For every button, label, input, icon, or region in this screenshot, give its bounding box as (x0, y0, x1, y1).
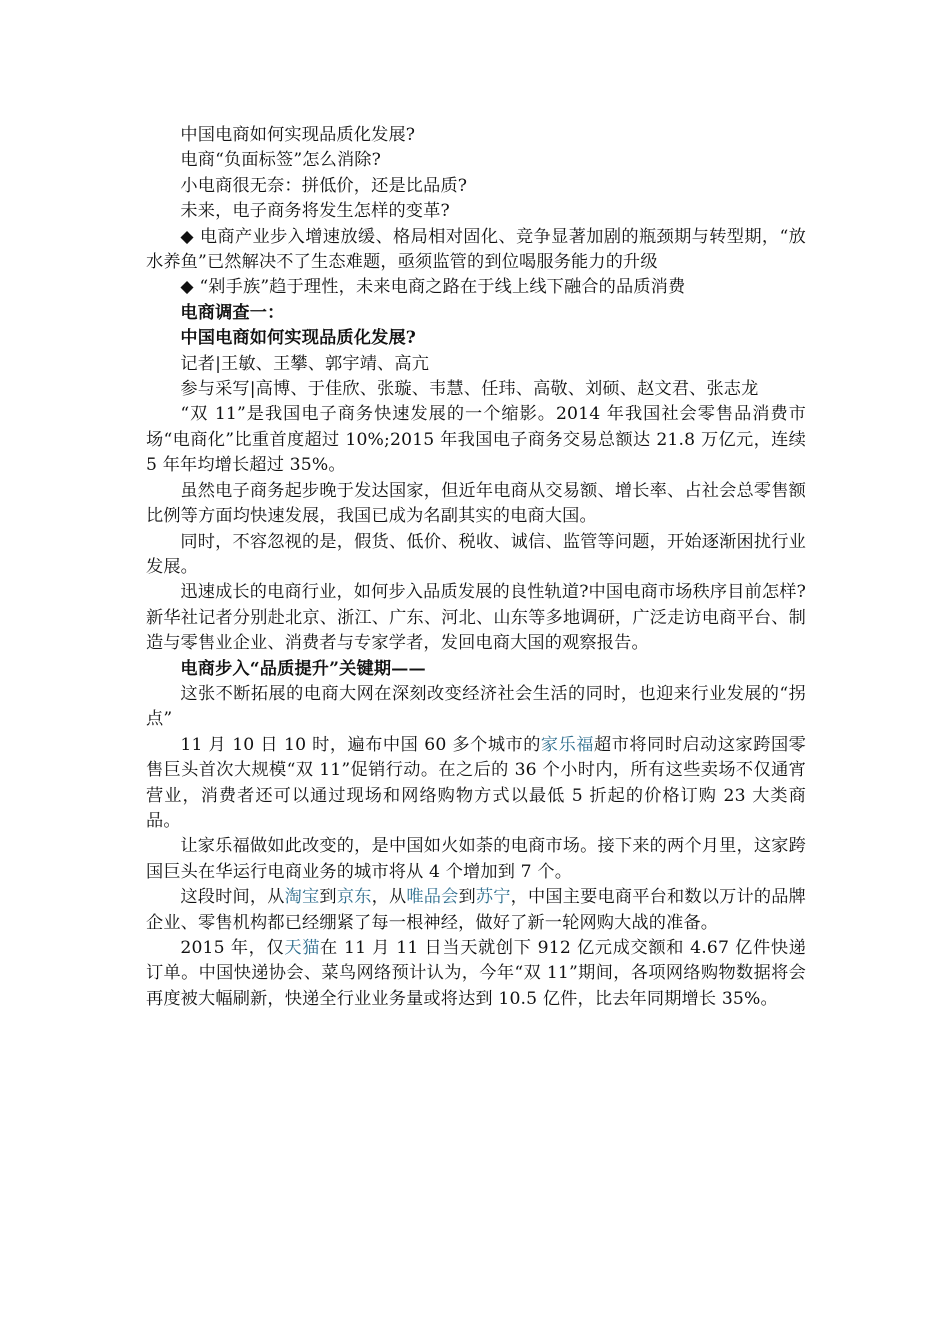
question-3: 小电商很无奈：拼低价，还是比品质? (180, 175, 468, 196)
carrefour-text-after: 超市将同时启动这家跨国零售巨头首次大规模“双 11”促销行动。在之后的 36 个小时内，所有这些卖场不仅通宵营业，消费者还可以通过现场和网络购物方式以最低 5 折起的价格订购 23 大类商品。 (146, 734, 806, 831)
paragraph-intro-4: 迅速成长的电商行业，如何步入品质发展的良性轨道?中国电商市场秩序目前怎样?新华社记者分别赴北京、浙江、广东、河北、山东等多地调研，广泛走访电商平台、制造与零售业企业、消费者与专家学者，发回电商大国的观察报告。 (146, 582, 806, 654)
survey-label: 电商调查一： (180, 302, 285, 323)
article-body (146, 123, 806, 1012)
question-2: 电商“负面标签”怎么消除? (180, 150, 382, 171)
reporters-line: 记者|王敏、王攀、郭宇靖、高亢 (180, 353, 430, 374)
carrefour-text-before: 11 月 10 日 10 时，遍布中国 60 多个城市的 (180, 734, 541, 755)
paragraph-change: 让家乐福做如此改变的，是中国如火如荼的电商市场。接下来的两个月里，这家跨国巨头在华运行电商业务的城市将从 4 个增加到 7 个。 (146, 836, 806, 882)
bullet-2: ◆ “剁手族”趋于理性，未来电商之路在于线上线下融合的品质消费 (180, 277, 686, 298)
platforms-text-4: 到 (458, 887, 476, 908)
contributors-line: 参与采写|高博、于佳欣、张璇、韦慧、任玮、高敬、刘硕、赵文君、张志龙 (180, 379, 759, 400)
platforms-text-5: ，中国主要电商平台和数以万计的品牌企业、零售机构都已经绷紧了每一根神经，做好了新一轮网购大战的准备。 (146, 887, 807, 933)
question-4: 未来，电子商务将发生怎样的变革? (180, 201, 450, 222)
section-heading: 电商步入“品质提升”关键期—— (180, 658, 426, 679)
taobao-link[interactable]: 淘宝 (284, 887, 320, 908)
bullet-1: ◆ 电商产业步入增速放缓、格局相对固化、竞争显著加剧的瓶颈期与转型期，“放水养鱼”已然解决不了生态难题，亟须监管的到位喝服务能力的升级 (146, 226, 806, 273)
platforms-text-1: 这段时间，从 (180, 887, 285, 908)
suning-link[interactable]: 苏宁 (475, 887, 511, 908)
tmall-text-after: 在 11 月 11 日当天就创下 912 亿元成交额和 4.67 亿件快递订单。中国快递协会、菜鸟网络预计认为，今年“双 11”期间，各项网络购物数据将会再度被大幅刷新，快递全行业业务量或将达到 10.5 亿件，比去年同期增长 35%。 (146, 938, 806, 1009)
vipshop-link[interactable]: 唯品会 (406, 887, 459, 908)
survey-title: 中国电商如何实现品质化发展? (180, 328, 417, 349)
tmall-text-before: 2015 年，仅 (180, 938, 285, 958)
paragraph-intro-3: 同时，不容忽视的是，假货、低价、税收、诚信、监管等问题，开始逐渐困扰行业发展。 (146, 531, 806, 577)
paragraph-tmall (146, 936, 806, 1012)
paragraph-intro-2: 虽然电子商务起步晚于发达国家，但近年电商从交易额、增长率、占社会总零售额比例等方面均快速发展，我国已成为名副其实的电商大国。 (146, 480, 806, 527)
section-subheading: 这张不断拓展的电商大网在深刻改变经济社会生活的同时，也迎来行业发展的“拐点” (146, 683, 806, 730)
platforms-text-2: 到 (319, 887, 337, 908)
paragraph-platforms (146, 885, 806, 936)
paragraph-intro-1: “双 11”是我国电子商务快速发展的一个缩影。2014 年我国社会零售品消费市场“电商化”比重首度超过 10%;2015 年我国电子商务交易总额达 21.8 万亿元，连续 5 年年均增长超过 35%。 (146, 404, 806, 476)
question-1: 中国电商如何实现品质化发展? (180, 125, 416, 145)
tmall-link[interactable]: 天猫 (284, 938, 321, 958)
paragraph-carrefour (146, 733, 806, 835)
jd-link[interactable]: 京东 (336, 887, 372, 908)
platforms-text-3: ，从 (371, 887, 407, 908)
carrefour-link[interactable]: 家乐福 (540, 734, 594, 755)
